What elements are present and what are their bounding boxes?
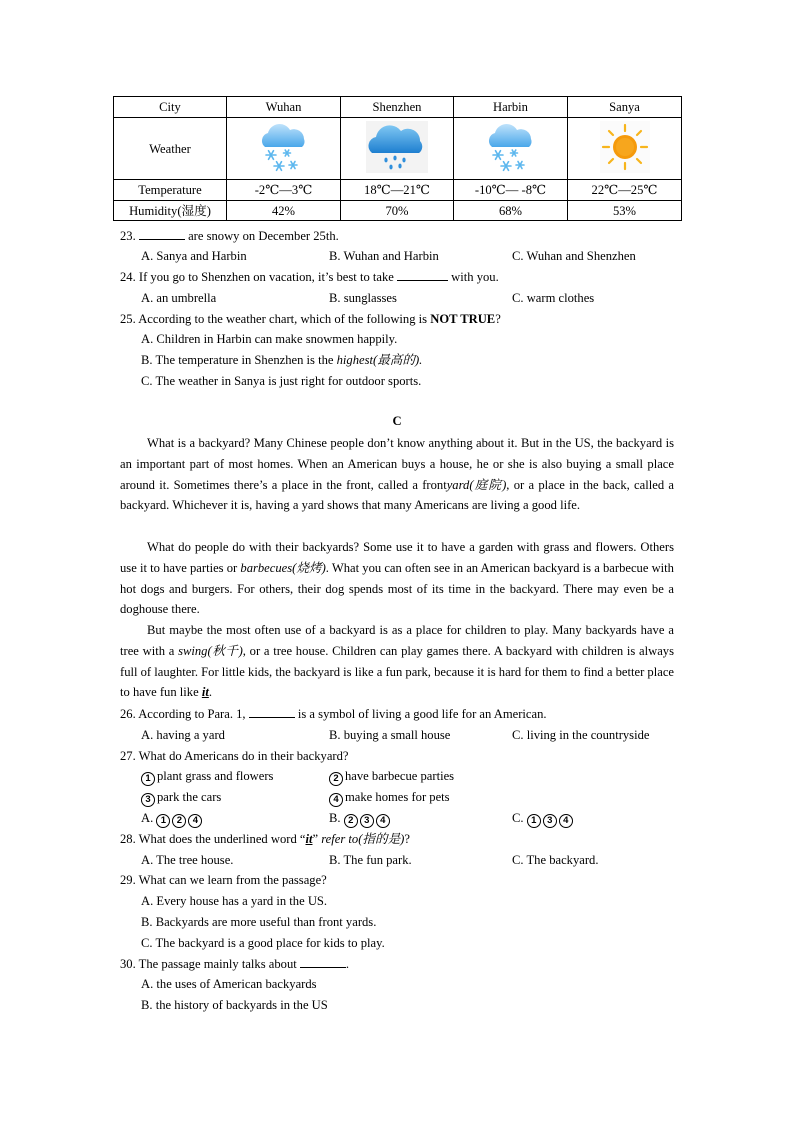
- table-row-weather: [114, 118, 682, 180]
- table-cell: -2℃—3℃: [227, 180, 341, 201]
- option-a: [141, 810, 204, 828]
- question-text: are snowy on December 25th.: [188, 229, 339, 243]
- question-text: 26. According to Para. 1,: [120, 707, 246, 721]
- option-a: A. Every house has a yard in the US.: [141, 894, 328, 908]
- circled-number: 4: [329, 793, 343, 807]
- question-emphasis: NOT TRUE: [430, 312, 496, 326]
- circled-number: 2: [172, 814, 186, 828]
- question-25: [120, 311, 501, 327]
- answer-blank: [249, 706, 295, 718]
- question-text: with you.: [451, 270, 499, 284]
- weather-table: [113, 96, 682, 221]
- question-text: .: [345, 957, 350, 971]
- question-24: [120, 269, 499, 285]
- circled-number: 1: [141, 772, 155, 786]
- question-text: 28. What does the underlined word “: [120, 832, 306, 846]
- question-text: is a symbol of living a good life for an American.: [297, 707, 547, 721]
- paragraph-italic: barbecues(烧烤): [240, 560, 326, 575]
- table-row-humidity: [114, 201, 682, 221]
- paragraph-text: What is a backyard? Many Chinese people don’t know anything about it. But in the US, the backyard is an important part of most homes. When an American buys a house, he or she is also buying a small place around it. Sometimes there’s a place in the front, called a front: [120, 436, 674, 492]
- question-text: ?: [404, 832, 410, 846]
- circled-number: 1: [156, 814, 170, 828]
- option-c: C. living in the countryside: [512, 728, 650, 742]
- list-item: [141, 768, 273, 786]
- list-item: [141, 789, 221, 807]
- circled-number: 2: [344, 814, 358, 828]
- question-text: 25. According to the weather chart, which of the following is: [120, 312, 428, 326]
- table-cell: City: [114, 97, 227, 118]
- table-header-row: [114, 97, 682, 118]
- option-a: A. having a yard: [141, 728, 225, 742]
- answer-blank: [139, 228, 185, 240]
- question-text: ”: [312, 832, 319, 846]
- table-cell: Shenzhen: [341, 97, 454, 118]
- option-b: [329, 810, 392, 828]
- question-number: 23.: [120, 229, 136, 243]
- passage-paragraph-3: [120, 620, 674, 703]
- table-cell: Sanya: [568, 97, 682, 118]
- option-a: A. Children in Harbin can make snowmen happily.: [141, 332, 398, 346]
- item-text: plant grass and flowers: [157, 769, 274, 783]
- table-cell: [454, 118, 568, 180]
- paragraph-text: What do people do with their backyards? Some use it to have a garden with grass and flowers. Others use it to have parties or: [120, 540, 674, 575]
- table-cell: Wuhan: [227, 97, 341, 118]
- answer-blank: [397, 269, 448, 281]
- option-c: [512, 810, 575, 828]
- option-b: [141, 352, 422, 368]
- circled-number: 1: [527, 814, 541, 828]
- table-cell: Weather: [114, 118, 227, 180]
- table-cell: 22℃—25℃: [568, 180, 682, 201]
- option-a: A. an umbrella: [141, 291, 217, 305]
- question-29: 29. What can we learn from the passage?: [120, 873, 327, 887]
- paragraph-text: , or a place in the back, called a backyard. Whichever it is, having a yard shows that many Americans are living a good life.: [120, 477, 674, 513]
- paragraph-text: .: [208, 685, 212, 700]
- option-c: C. The weather in Sanya is just right for outdoor sports.: [141, 374, 422, 388]
- list-item: [329, 789, 450, 807]
- option-b: B. the history of backyards in the US: [141, 998, 328, 1012]
- paragraph-italic: swing(秋千): [178, 643, 243, 658]
- question-text: 30. The passage mainly talks about: [120, 957, 297, 971]
- question-28: [120, 831, 410, 847]
- table-cell: 53%: [568, 201, 682, 221]
- circled-number: 4: [559, 814, 573, 828]
- circled-number: 4: [188, 814, 202, 828]
- table-cell: [341, 118, 454, 180]
- circled-number: 2: [329, 772, 343, 786]
- option-italic: highest(最高的).: [336, 353, 423, 367]
- option-b: B. The fun park.: [329, 853, 412, 867]
- table-cell: 68%: [454, 201, 568, 221]
- section-title: C: [392, 414, 402, 428]
- option-text: B. The temperature in Shenzhen is the: [141, 353, 334, 367]
- paragraph-text: . What you can often see in an American backyard is a barbecue with hot dogs and burgers. For others, their dog spends most of its time in the backyard. There may even be a doghouse there.: [120, 560, 674, 617]
- item-text: park the cars: [157, 790, 222, 804]
- option-b: B. buying a small house: [329, 728, 451, 742]
- table-cell: 18℃—21℃: [341, 180, 454, 201]
- snow-cloud-icon: [480, 121, 542, 173]
- option-a: A. Sanya and Harbin: [141, 249, 247, 263]
- list-item: [329, 768, 454, 786]
- option-letter: B.: [329, 811, 341, 825]
- question-26: [120, 706, 547, 722]
- table-cell: [227, 118, 341, 180]
- option-b: B. sunglasses: [329, 291, 397, 305]
- table-cell: Humidity(湿度): [114, 201, 227, 221]
- table-cell: Harbin: [454, 97, 568, 118]
- circled-number: 3: [543, 814, 557, 828]
- option-a: A. The tree house.: [141, 853, 234, 867]
- table-cell: 42%: [227, 201, 341, 221]
- question-text: 24. If you go to Shenzhen on vacation, it’s best to take: [120, 270, 394, 284]
- passage-paragraph-1: [120, 433, 674, 516]
- circled-number: 4: [376, 814, 390, 828]
- option-letter: A.: [141, 811, 154, 825]
- sun-icon: [594, 121, 656, 173]
- option-c: C. Wuhan and Shenzhen: [512, 249, 636, 263]
- question-text: ?: [495, 312, 501, 326]
- table-cell: -10℃— -8℃: [454, 180, 568, 201]
- paragraph-italic: yard(庭院): [446, 477, 507, 492]
- item-text: have barbecue parties: [345, 769, 455, 783]
- underlined-word: it: [201, 685, 209, 700]
- question-30: [120, 956, 349, 972]
- passage-paragraph-2: [120, 537, 674, 620]
- table-cell: Temperature: [114, 180, 227, 201]
- paragraph-text: But maybe the most often use of a backyard is as a place for children to play. Many backyards have a tree with a: [120, 623, 674, 658]
- underlined-word: it: [305, 832, 313, 846]
- option-a: A. the uses of American backyards: [141, 977, 317, 991]
- table-cell: [568, 118, 682, 180]
- question-italic: refer to(指的是): [321, 832, 405, 846]
- snow-cloud-icon: [253, 121, 315, 173]
- paragraph-text: , or a tree house. Children can play games there. A backyard with children is always full of laughter. For little kids, the backyard is like a fun park, because it is hard for them to find a better place to have fun like: [120, 643, 674, 700]
- question-27: 27. What do Americans do in their backyard?: [120, 749, 349, 763]
- option-c: C. The backyard.: [512, 853, 599, 867]
- option-letter: C.: [512, 811, 524, 825]
- option-b: B. Wuhan and Harbin: [329, 249, 439, 263]
- circled-number: 3: [141, 793, 155, 807]
- option-b: B. Backyards are more useful than front yards.: [141, 915, 377, 929]
- item-text: make homes for pets: [345, 790, 450, 804]
- rain-cloud-icon: [366, 121, 428, 173]
- option-c: C. warm clothes: [512, 291, 595, 305]
- circled-number: 3: [360, 814, 374, 828]
- table-row-temperature: [114, 180, 682, 201]
- option-c: C. The backyard is a good place for kids to play.: [141, 936, 385, 950]
- question-23: [120, 228, 339, 244]
- answer-blank: [300, 956, 346, 968]
- table-cell: 70%: [341, 201, 454, 221]
